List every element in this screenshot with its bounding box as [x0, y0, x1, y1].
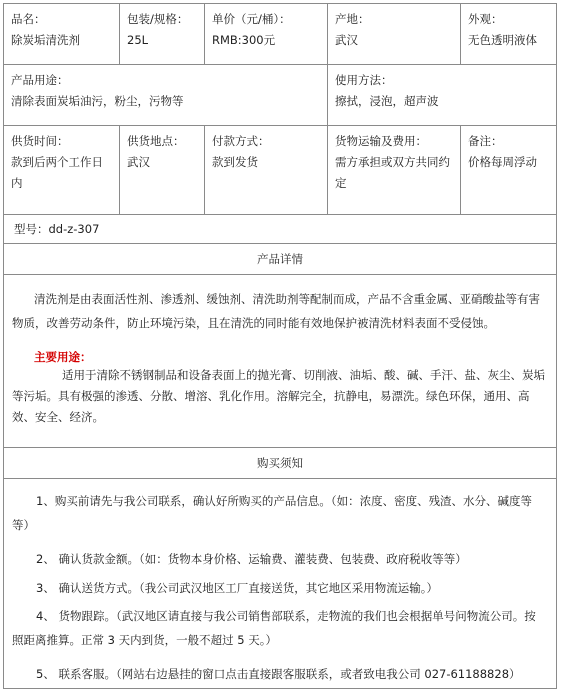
purchase-body	[3, 478, 557, 689]
appearance-cell	[460, 3, 557, 65]
supply-time-cell	[3, 125, 120, 215]
purchase-title: 购买须知	[257, 456, 303, 470]
package-label: 包装/规格：	[127, 12, 189, 26]
detail-title: 产品详情	[257, 252, 303, 266]
name-cell	[3, 3, 120, 65]
price-label: 单价（元/桶）：	[212, 12, 291, 26]
payment-value: 款到发货	[212, 155, 258, 169]
model-text: 型号：dd-z-307	[14, 222, 100, 236]
payment-label: 付款方式：	[212, 134, 270, 148]
main-use-paragraph: 适用于清除不锈钢制品和设备表面上的抛光膏、切削液、油垢、酸、碱、手汗、盐、灰尘、炭垢等污垢。具有极强的渗透、分散、增溶、乳化作用。溶解完全，抗静电，易漂洗。绿色环保，通用、高效、安全、经济。	[12, 368, 545, 424]
supply-time-value: 款到后两个工作日内	[11, 155, 103, 190]
name-value: 除炭垢清洗剂	[11, 33, 80, 47]
usage-label: 产品用途：	[11, 73, 69, 87]
remark-label: 备注：	[468, 134, 503, 148]
detail-body	[3, 274, 557, 448]
method-label: 使用方法：	[335, 73, 393, 87]
supply-place-cell	[119, 125, 205, 215]
price-cell	[204, 3, 328, 65]
transport-value: 需方承担或双方共同约定	[335, 155, 450, 190]
supply-time-label: 供货时间：	[11, 134, 69, 148]
main-use-title: 主要用途：	[34, 350, 92, 364]
model-cell	[3, 214, 557, 244]
purchase-item-3: 3、 确认送货方式。（我公司武汉地区工厂直接送货，其它地区采用物流运输。）	[36, 581, 438, 595]
transport-label: 货物运输及费用：	[335, 134, 427, 148]
remark-cell	[460, 125, 557, 215]
remark-value: 价格每周浮动	[468, 155, 537, 169]
name-label: 品名：	[11, 12, 46, 26]
purchase-item-4: 4、 货物跟踪。（武汉地区请直接与我公司销售部联系，走物流的我们也会根据单号问物流公司。按照距离推算。正常 3 天内到货，一般不超过 5 天。）	[12, 609, 536, 647]
purchase-item-1: 1、购买前请先与我公司联系，确认好所购买的产品信息。（如：浓度、密度、残渣、水分、碱度等等）	[12, 494, 533, 532]
origin-cell	[327, 3, 461, 65]
usage-value: 清除表面炭垢油污，粉尘，污物等	[11, 94, 184, 108]
origin-value: 武汉	[335, 33, 358, 47]
method-cell	[327, 64, 557, 126]
origin-label: 产地：	[335, 12, 370, 26]
detail-header	[3, 243, 557, 275]
package-value: 25L	[127, 33, 149, 47]
price-value: RMB:300元	[212, 33, 276, 47]
transport-cell	[327, 125, 461, 215]
package-cell	[119, 3, 205, 65]
supply-place-value: 武汉	[127, 155, 150, 169]
appearance-value: 无色透明液体	[468, 33, 537, 47]
purchase-header	[3, 447, 557, 479]
purchase-item-2: 2、 确认货款金额。（如：货物本身价格、运输费、灌装费、包装费、政府税收等等）	[36, 552, 467, 566]
purchase-item-5: 5、 联系客服。（网站右边悬挂的窗口点击直接跟客服联系，或者致电我公司 027-61188828）	[36, 667, 521, 681]
detail-paragraph: 清洗剂是由表面活性剂、渗透剂、缓蚀剂、清洗助剂等配制而成，产品不含重金属、亚硝酸盐等有害物质，改善劳动条件，防止环境污染，且在清洗的同时能有效地保护被清洗材料表面不受侵蚀。	[12, 292, 540, 330]
payment-cell	[204, 125, 328, 215]
supply-place-label: 供货地点：	[127, 134, 185, 148]
method-value: 擦拭，浸泡，超声波	[335, 94, 439, 108]
appearance-label: 外观：	[468, 12, 503, 26]
usage-cell	[3, 64, 328, 126]
